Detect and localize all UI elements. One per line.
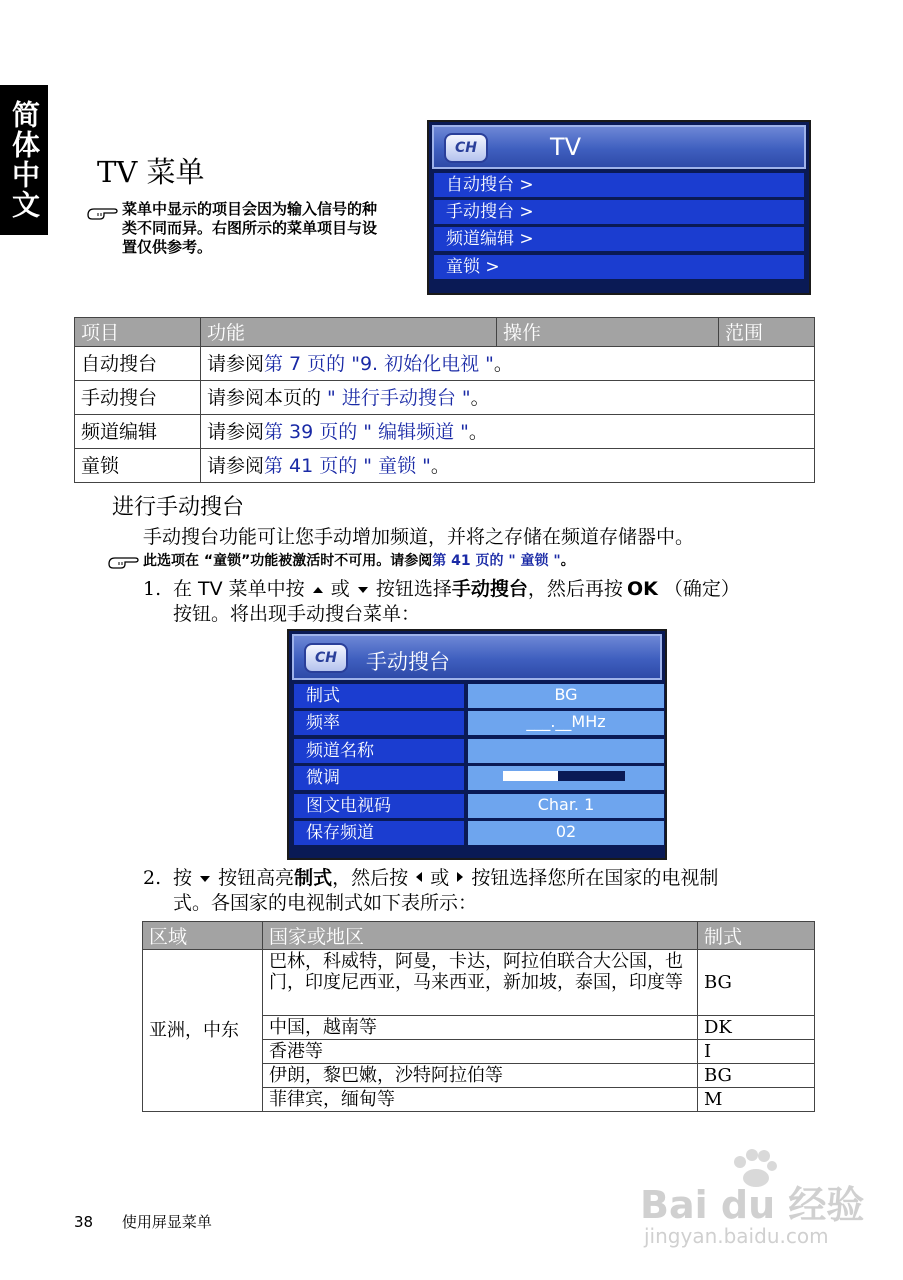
row-function: 请参阅本页的 " 进行手动搜台 "。	[201, 381, 815, 415]
table-row	[75, 347, 815, 381]
page-number: 38	[74, 1213, 94, 1231]
step-1: 1. 在 TV 菜单中按 或 按钮选择手动搜台，然后再按 OK （确定） 按钮。将出现手动搜台菜单：	[143, 578, 740, 625]
manual-osd-title: 手动搜台	[366, 650, 450, 674]
fine-tune-fill	[503, 771, 558, 781]
page-title: TV 菜单	[97, 155, 205, 189]
channel-badge-icon: CH	[444, 133, 488, 163]
table-header-row	[75, 318, 815, 347]
osd-value-system[interactable]: BG	[468, 684, 664, 708]
menu-note-line: 置仅供参考。	[122, 238, 213, 256]
pointing-hand-icon	[86, 203, 118, 221]
pointing-hand-icon	[107, 552, 139, 570]
tv-osd-item-channel-edit[interactable]: 频道编辑 >	[434, 227, 804, 251]
row-item: 自动搜台	[75, 347, 201, 381]
tv-osd-header	[432, 125, 806, 169]
header-country: 国家或地区	[263, 922, 698, 950]
system-cell: I	[698, 1040, 815, 1064]
page-ref-link[interactable]: 第 39 页的 " 编辑频道 "	[264, 421, 469, 443]
baidu-watermark	[640, 1148, 870, 1248]
fine-tune-slider[interactable]	[503, 771, 625, 781]
system-cell: M	[698, 1088, 815, 1112]
tv-system-table	[142, 921, 815, 1112]
tv-osd-item-child-lock[interactable]: 童锁 >	[434, 255, 804, 279]
intro-paragraph: 手动搜台功能可让您手动增加频道，并将之存储在频道存储器中。	[143, 526, 695, 548]
tv-osd-item-auto-scan[interactable]: 自动搜台 >	[434, 173, 804, 197]
country-cell: 伊朗，黎巴嫩，沙特阿拉伯等	[263, 1064, 698, 1088]
country-cell: 香港等	[263, 1040, 698, 1064]
osd-value-fine-tune[interactable]	[468, 766, 664, 790]
table-row	[75, 415, 815, 449]
tv-osd-item-manual-scan[interactable]: 手动搜台 >	[434, 200, 804, 224]
osd-value-save-channel[interactable]: 02	[468, 821, 664, 845]
osd-label-fine-tune[interactable]: 微调	[294, 766, 464, 790]
country-cell: 巴林，科威特，阿曼，卡达，阿拉伯联合大公国，也门，印度尼西亚，马来西亚，新加坡，泰国，印度等	[263, 950, 698, 1016]
osd-label-system[interactable]: 制式	[294, 684, 464, 708]
manual-scan-osd	[287, 629, 667, 860]
country-cell: 中国，越南等	[263, 1016, 698, 1040]
table-row	[75, 449, 815, 483]
osd-label-channel-name[interactable]: 频道名称	[294, 739, 464, 763]
osd-label-frequency[interactable]: 频率	[294, 711, 464, 735]
tv-osd-menu	[427, 120, 811, 295]
header-system: 制式	[698, 922, 815, 950]
child-lock-note: 此选项在 “童锁”功能被激活时不可用。请参阅第 41 页的 " 童锁 "。	[143, 553, 575, 569]
osd-label-save-channel[interactable]: 保存频道	[294, 821, 464, 845]
footer-chapter: 使用屏显菜单	[121, 1213, 212, 1231]
language-tab: 简体中文	[0, 85, 48, 235]
menu-note	[122, 200, 422, 257]
header-range: 范围	[719, 318, 815, 347]
tv-osd-title: TV	[550, 133, 582, 161]
page-footer	[74, 1211, 212, 1232]
down-arrow-icon	[198, 874, 212, 884]
up-arrow-icon	[311, 585, 325, 595]
channel-badge-icon: CH	[304, 643, 348, 673]
menu-note-line: 类不同而异。右图所示的菜单项目与设	[122, 219, 378, 237]
row-function: 请参阅第 7 页的 "9. 初始化电视 "。	[201, 347, 815, 381]
section-heading: 进行手动搜台	[112, 495, 245, 520]
osd-value-frequency[interactable]: ___.__MHz	[468, 711, 664, 735]
row-item: 频道编辑	[75, 415, 201, 449]
row-function: 请参阅第 41 页的 " 童锁 "。	[201, 449, 815, 483]
table-row	[143, 950, 815, 1016]
watermark-url: jingyan.baidu.com	[644, 1224, 829, 1248]
page-ref-link[interactable]: " 进行手动搜台 "	[327, 387, 471, 409]
region-cell: 亚洲，中东	[143, 950, 263, 1112]
page-ref-link[interactable]: 第 41 页的 " 童锁 "	[264, 455, 431, 477]
country-cell: 菲律宾，缅甸等	[263, 1088, 698, 1112]
header-function: 功能	[201, 318, 497, 347]
page-ref-link[interactable]: 第 41 页的 " 童锁 "	[432, 553, 561, 569]
watermark-brand: Bai du 经验	[640, 1183, 865, 1227]
down-arrow-icon	[356, 585, 370, 595]
osd-value-channel-name[interactable]	[468, 739, 664, 763]
osd-label-teletext[interactable]: 图文电视码	[294, 794, 464, 818]
step-2: 2. 按 按钮高亮制式，然后按 或 按钮选择您所在国家的电视制 式。各国家的电视制式如下表所示：	[143, 867, 719, 914]
osd-value-teletext[interactable]: Char. 1	[468, 794, 664, 818]
table-header-row	[143, 922, 815, 950]
manual-osd-header	[292, 634, 662, 680]
system-cell: BG	[698, 950, 815, 1016]
menu-note-line: 菜单中显示的项目会因为输入信号的种	[122, 200, 378, 218]
row-item: 童锁	[75, 449, 201, 483]
tv-menu-table	[74, 317, 815, 483]
left-arrow-icon	[414, 870, 424, 884]
row-item: 手动搜台	[75, 381, 201, 415]
header-region: 区域	[143, 922, 263, 950]
system-cell: DK	[698, 1016, 815, 1040]
page-ref-link[interactable]: 第 7 页的 "9. 初始化电视 "	[264, 353, 494, 375]
system-cell: BG	[698, 1064, 815, 1088]
header-operation: 操作	[497, 318, 719, 347]
table-row	[75, 381, 815, 415]
header-item: 项目	[75, 318, 201, 347]
row-function: 请参阅第 39 页的 " 编辑频道 "。	[201, 415, 815, 449]
right-arrow-icon	[455, 870, 465, 884]
